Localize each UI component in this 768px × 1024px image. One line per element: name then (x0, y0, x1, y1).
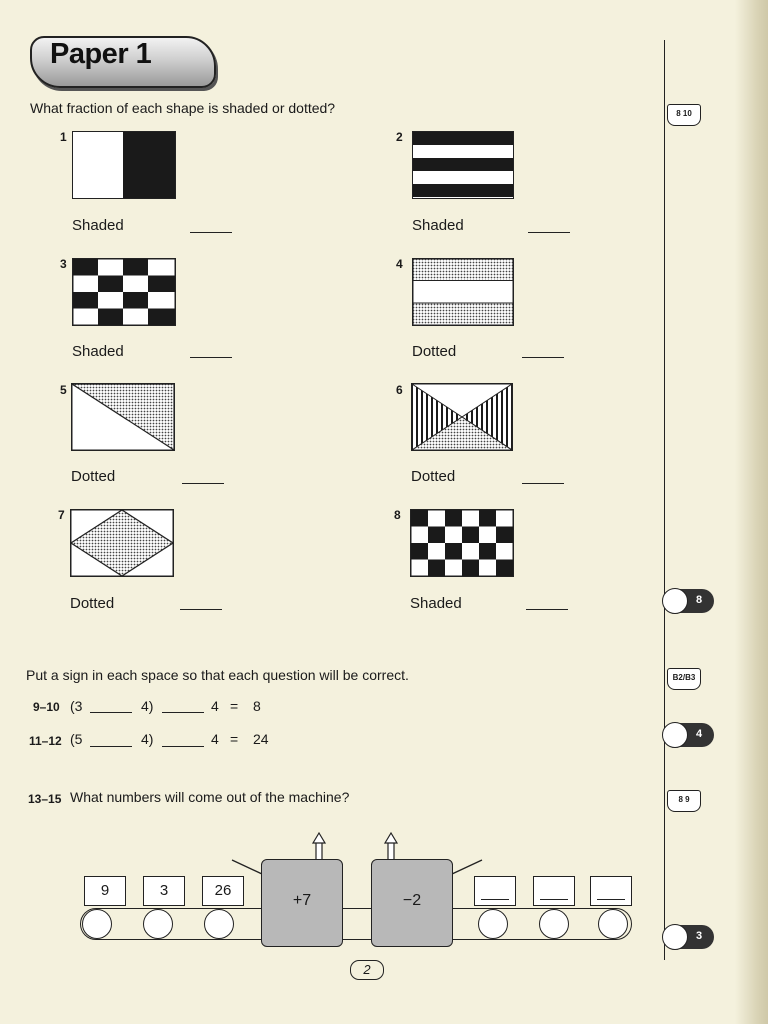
score-value: 8 (696, 594, 703, 606)
question-number: 9–10 (33, 700, 60, 714)
shape-6-label: Dotted (411, 468, 456, 485)
book-ref-icon (667, 104, 701, 126)
signs-instruction: Put a sign in each space so that each question will be correct. (26, 667, 409, 683)
eq1-mid: 4) (141, 698, 154, 714)
answer-line-6[interactable] (522, 483, 564, 484)
input-box: 26 (202, 876, 244, 906)
question-number: 1 (60, 130, 67, 144)
eq1-result: 8 (253, 698, 261, 714)
question-number: 3 (60, 257, 67, 271)
score-value: 4 (696, 728, 703, 740)
answer-line-4[interactable] (522, 357, 564, 358)
wheel (598, 909, 628, 939)
machine-add-label: +7 (292, 892, 312, 909)
shape-5-label: Dotted (71, 468, 116, 485)
question-number: 6 (396, 383, 403, 397)
question-number: 7 (58, 508, 65, 522)
wheel (143, 909, 173, 939)
question-number: 4 (396, 257, 403, 271)
answer-line-5[interactable] (182, 483, 224, 484)
eq1-open: (3 (70, 698, 83, 714)
output-box[interactable] (590, 876, 632, 906)
sign-blank[interactable] (90, 746, 132, 747)
output-box[interactable] (474, 876, 516, 906)
shape-7-label: Dotted (70, 595, 115, 612)
score-pill (664, 925, 714, 949)
eq1-after: 4 (211, 698, 219, 714)
question-number: 13–15 (28, 792, 62, 806)
wheel (539, 909, 569, 939)
answer-line-7[interactable] (180, 609, 222, 610)
machine-add (261, 859, 343, 947)
book-ref-label: 8 10 (676, 109, 692, 118)
sign-blank[interactable] (162, 746, 204, 747)
question-number: 8 (394, 508, 401, 522)
input-box: 9 (84, 876, 126, 906)
margin-rule (664, 40, 665, 960)
answer-line-1[interactable] (190, 232, 232, 233)
question-number: 11–12 (29, 734, 62, 748)
machine-subtract-label: −2 (402, 892, 422, 909)
shape-3-checker (72, 258, 176, 326)
eq2-result: 24 (253, 731, 269, 747)
shape-8-checker (410, 509, 514, 577)
page-edge-shadow (735, 0, 768, 1024)
fraction-instruction: What fraction of each shape is shaded or dotted? (30, 100, 336, 116)
shape-5-triangle (71, 383, 175, 451)
shape-2-stripes (412, 131, 514, 199)
shape-7-diamond (70, 509, 174, 577)
eq2-after: 4 (211, 731, 219, 747)
shape-4-dotted-bands (412, 258, 514, 326)
answer-line-2[interactable] (528, 232, 570, 233)
sign-blank[interactable] (162, 712, 204, 713)
question-number: 5 (60, 383, 67, 397)
wheel (478, 909, 508, 939)
score-pill (664, 589, 714, 613)
book-ref-label: 8 9 (678, 795, 690, 804)
shape-3-label: Shaded (72, 343, 124, 360)
score-value: 3 (696, 930, 703, 942)
shape-4-label: Dotted (412, 343, 457, 360)
wheel (204, 909, 234, 939)
eq1-equals: = (230, 698, 239, 714)
wheel (82, 909, 112, 939)
book-ref-icon (667, 790, 701, 812)
machine-subtract (371, 859, 453, 947)
input-box: 3 (143, 876, 185, 906)
sign-blank[interactable] (90, 712, 132, 713)
output-box[interactable] (533, 876, 575, 906)
machine-instruction: What numbers will come out of the machine? (70, 789, 350, 805)
page-number: 2 (350, 960, 384, 980)
answer-line-3[interactable] (190, 357, 232, 358)
shape-2-label: Shaded (412, 217, 464, 234)
book-ref-icon (667, 668, 701, 690)
shape-8-label: Shaded (410, 595, 462, 612)
shape-1-label: Shaded (72, 217, 124, 234)
book-ref-label: B2/B3 (672, 673, 696, 682)
shape-6-crossed (411, 383, 513, 451)
score-pill (664, 723, 714, 747)
question-number: 2 (396, 130, 403, 144)
shape-1-halves (72, 131, 176, 199)
answer-line-8[interactable] (526, 609, 568, 610)
eq2-open: (5 (70, 731, 83, 747)
eq2-equals: = (230, 731, 239, 747)
eq2-mid: 4) (141, 731, 154, 747)
page-title: Paper 1 (50, 38, 152, 70)
